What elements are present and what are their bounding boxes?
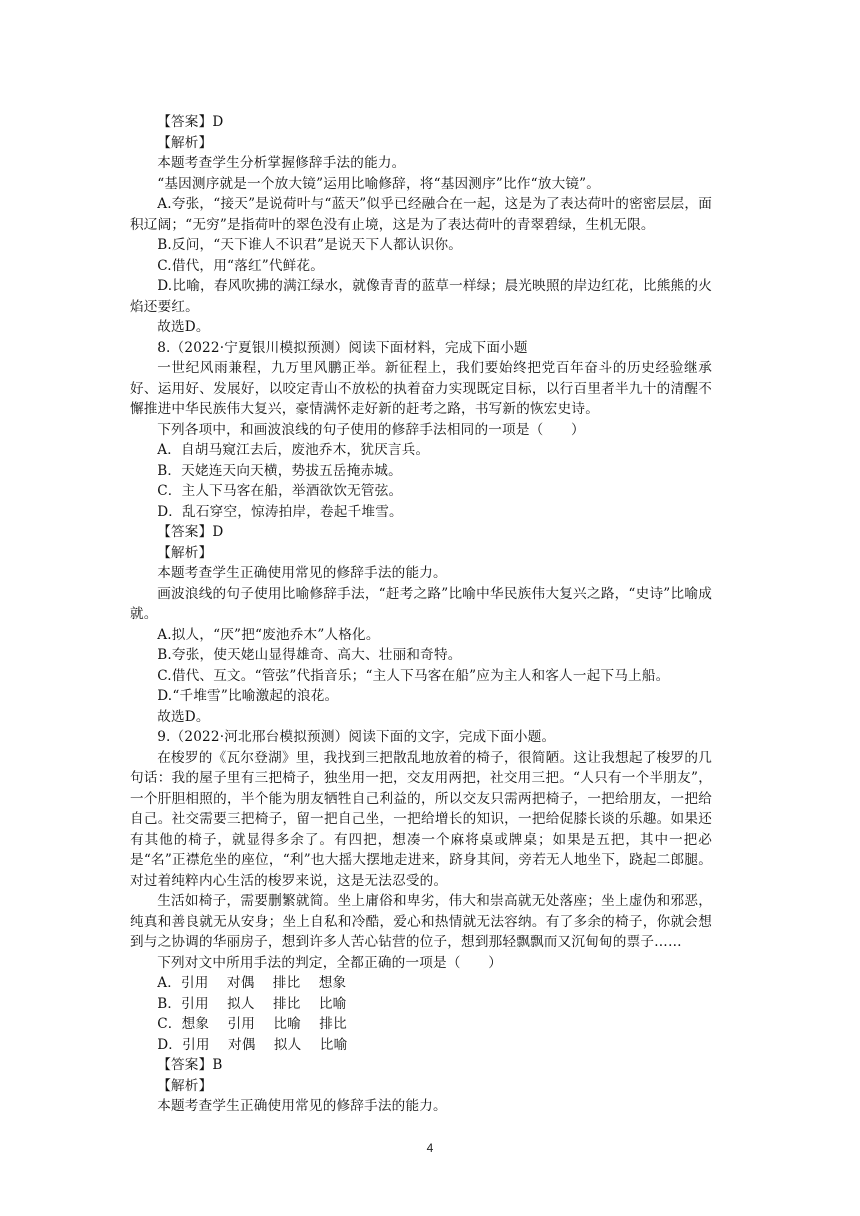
question-stem: 下列对文中所用手法的判定，全都正确的一项是（ ） (157, 954, 503, 971)
option-c: C．想象 引用 比喻 排比 (157, 1016, 347, 1032)
analysis-text: D.比喻，春风吹拂的满江绿水，就像青青的蓝草一样绿；晨光映照的岸边红花，比熊熊的火焰还要红。 (130, 278, 712, 315)
option-b: B．天姥连天向天横，势拔五岳掩赤城。 (157, 462, 402, 479)
analysis-text: 画波浪线的句子使用比喻修辞手法，“赶考之路”比喻中华民族伟大复兴之路，“史诗”比喻成就。 (130, 585, 712, 622)
analysis-label: 【解析】 (157, 134, 213, 151)
analysis-label: 【解析】 (157, 544, 213, 561)
analysis-text: 本题考查学生分析掌握修辞手法的能力。 (157, 155, 406, 171)
analysis-text: C.借代、互文。“管弦”代指音乐；“主人下马客在船”应为主人和客人一起下马上船。 (157, 667, 670, 684)
option-b: B．引用 拟人 排比 比喻 (157, 995, 347, 1012)
analysis-text: B.夸张，使天姥山显得雄奇、高大、壮丽和奇特。 (157, 647, 462, 663)
analysis-text: 故选D。 (157, 708, 210, 725)
analysis-text: A.拟人，“厌”把“废池乔木”人格化。 (157, 626, 380, 643)
option-a: A．引用 对偶 排比 想象 (157, 975, 347, 991)
document-body (130, 112, 712, 1117)
analysis-label: 【解析】 (157, 1077, 213, 1094)
analysis-text: C.借代，用“落红”代鲜花。 (157, 257, 325, 274)
analysis-text: 本题考查学生正确使用常见的修辞手法的能力。 (157, 1098, 447, 1114)
analysis-text: B.反问，“天下谁人不识君”是说天下人都认识你。 (157, 237, 463, 253)
analysis-text: 本题考查学生正确使用常见的修辞手法的能力。 (157, 565, 447, 581)
analysis-text: A.夸张，“接天”是说荷叶与“蓝天”似乎已经融合在一起，这是为了表达荷叶的密密层层，面积辽阔；“无穷”是指荷叶的翠色没有止境，这是为了表达荷叶的青翠碧绿，生机无限。 (130, 196, 712, 233)
question-heading: 9.（2022·河北邢台模拟预测）阅读下面的文字，完成下面小题。 (157, 729, 556, 745)
option-a: A．自胡马窥江去后，废池乔木，犹厌言兵。 (157, 442, 430, 458)
answer-label: 【答案】D (157, 114, 224, 130)
answer-label: 【答案】B (157, 1057, 223, 1073)
reading-passage: 生活如椅子，需要删繁就简。坐上庸俗和卑劣，伟大和崇高就无处落座；坐上虚伪和邪恶，纯真和善良就无从安身；坐上自私和冷酷，爱心和热情就无法容纳。有了多余的椅子，你就会想到与之协调的华丽房子，想到许多人苦心钻营的位子，想到那轻飘飘而又沉甸甸的票子…… (130, 893, 712, 950)
analysis-text: 故选D。 (157, 319, 210, 335)
option-d: D．引用 对偶 拟人 比喻 (157, 1036, 348, 1053)
analysis-text: “基因测序就是一个放大镜”运用比喻修辞，将“基因测序”比作“放大镜”。 (157, 175, 601, 192)
page-number: 4 (426, 1141, 434, 1155)
question-heading: 8.（2022·宁夏银川模拟预测）阅读下面材料，完成下面小题 (157, 339, 528, 356)
reading-passage: 在梭罗的《瓦尔登湖》里，我找到三把散乱地放着的椅子，很简陋。这让我想起了梭罗的几句话：我的屋子里有三把椅子，独坐用一把，交友用两把，社交用三把。“人只有一个半朋友”，一个肝胆相照的，半个能为朋友牺牲自己利益的，所以交友只需两把椅子，一把给朋友，一把给自己。社交需要三把椅子，留一把自己坐，一把给增长的知识，一把给促膝长谈的乐趣。如果还有其他的椅子，就显得多余了。有四把，想凑一个麻将桌或牌桌；如果是五把，其中一把必是“名”正襟危坐的座位，“利”也大摇大摆地走进来，跻身其间，旁若无人地坐下，跷起二郎腿。对过着纯粹内心生活的梭罗来说，这是无法忍受的。 (130, 749, 712, 889)
option-c: C．主人下马客在船，举酒欲饮无管弦。 (157, 483, 403, 499)
analysis-text: D.“千堆雪”比喻激起的浪花。 (157, 688, 339, 704)
answer-label: 【答案】D (157, 524, 224, 540)
option-d: D．乱石穿空，惊涛拍岸，卷起千堆雪。 (157, 503, 403, 520)
question-stem: 下列各项中，和画波浪线的句子使用的修辞手法相同的一项是（ ） (157, 421, 585, 438)
reading-passage: 一世纪风雨兼程，九万里风鹏正举。新征程上，我们要始终把党百年奋斗的历史经验继承好、运用好、发展好，以咬定青山不放松的执着奋力实现既定目标，以行百里者半九十的清醒不懈推进中华民族伟大复兴，豪情满怀走好新的赶考之路，书写新的恢宏史诗。 (130, 360, 712, 417)
